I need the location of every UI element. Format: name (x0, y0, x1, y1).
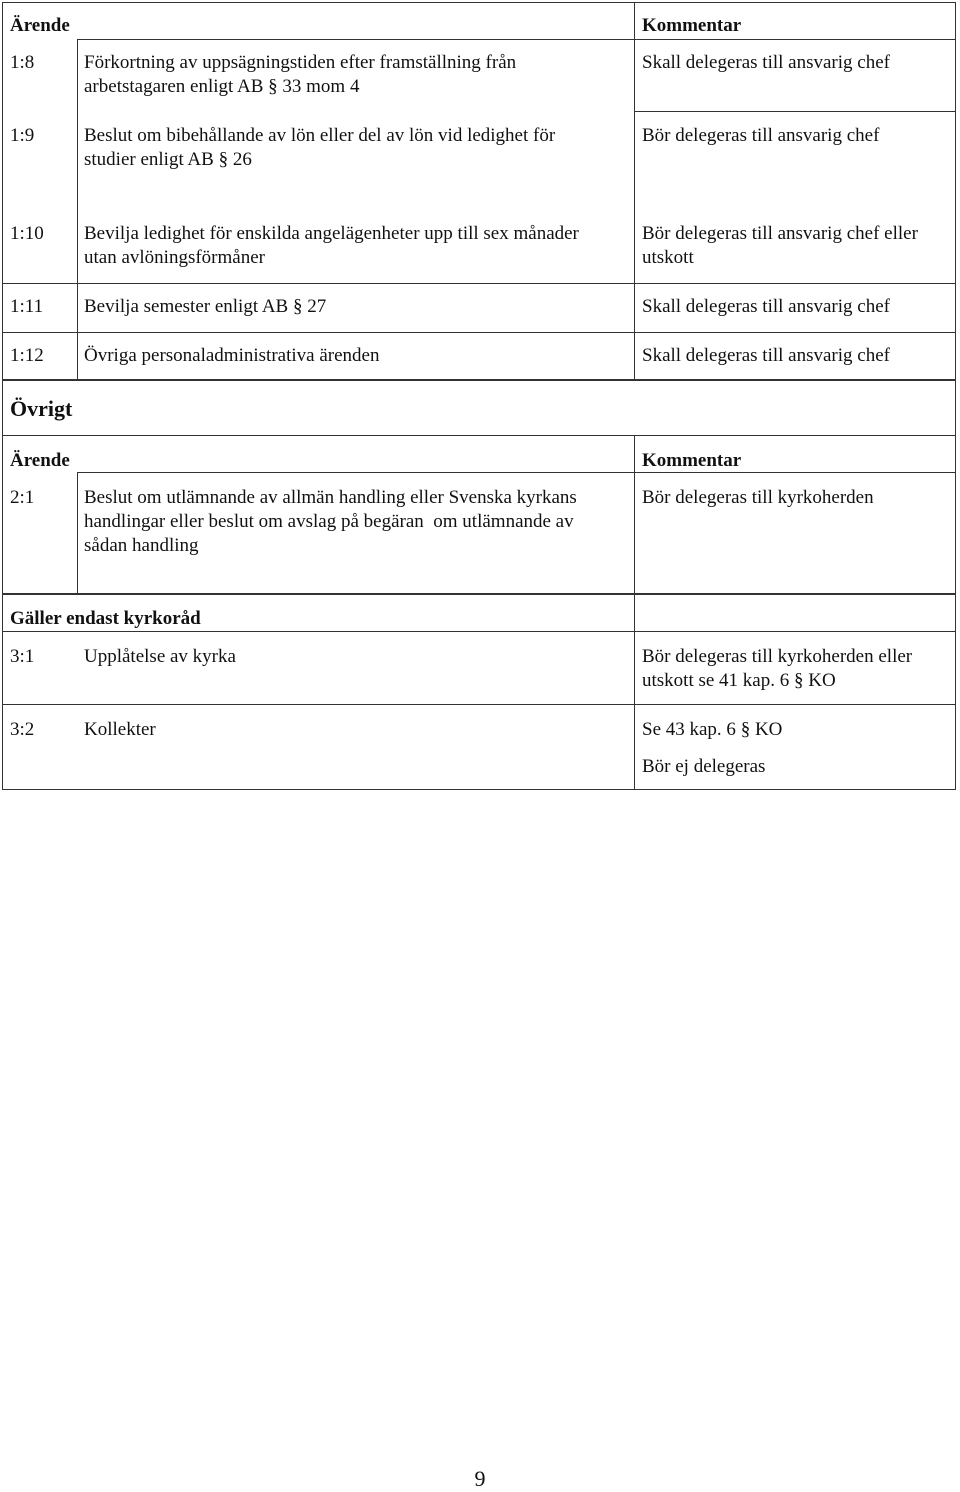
row-number: 1:12 (10, 345, 44, 366)
row-comment: Bör delegeras till ansvarig chef eller (642, 223, 918, 244)
table-2-header-arende: Ärende (10, 450, 70, 471)
row-comment: Bör delegeras till ansvarig chef (642, 125, 880, 146)
section-mark: § (218, 149, 229, 170)
table-2-nr-divider (77, 472, 78, 594)
row-text: Bevilja ledighet för enskilda angelägenheter upp till sex månader (84, 223, 579, 244)
table-2-header-kommentar: Kommentar (642, 450, 742, 471)
row-number: 1:8 (10, 52, 35, 73)
row-comment: Bör delegeras till kyrkoherden eller (642, 646, 913, 667)
section-mark: § (794, 670, 804, 691)
row-text: Upplåtelse av kyrka (84, 646, 236, 667)
row-rule (2, 704, 956, 705)
row-text: Bevilja semester enligt AB § 27 (84, 296, 327, 317)
row-number: 2:1 (10, 487, 35, 508)
table-1-header-rule (77, 39, 634, 40)
row-rule (2, 332, 956, 333)
row-text: handlingar eller beslut om avslag på begäran om utlämnande av (84, 511, 574, 532)
row-comment: Skall delegeras till ansvarig chef (642, 296, 890, 317)
table-1-header-arende: Ärende (10, 15, 70, 36)
row-number: 1:11 (10, 296, 44, 317)
row-text: Förkortning av uppsägningstiden efter framställning från (84, 52, 517, 73)
row-comment: Skall delegeras till ansvarig chef (642, 52, 890, 73)
section-mark: § (292, 296, 303, 317)
row-comment: Skall delegeras till ansvarig chef (642, 345, 890, 366)
row-text: studier enligt AB § 26 (84, 149, 252, 170)
table-3-heading: Gäller endast kyrkoråd (10, 608, 201, 629)
row-text: arbetstagaren enligt AB § 33 mom 4 (84, 76, 360, 97)
page-number: 9 (474, 1466, 486, 1491)
table-1-comment-header-rule (634, 39, 956, 40)
row-rule (2, 283, 956, 284)
row-comment: Bör delegeras till kyrkoherden (642, 487, 874, 508)
table-3-heading-rule (2, 631, 956, 632)
row-rule (634, 111, 956, 112)
section-mark: § (268, 76, 278, 97)
row-text: utan avlöningsförmåner (84, 247, 265, 268)
row-number: 1:9 (10, 125, 35, 146)
row-number: 3:1 (10, 646, 35, 667)
row-number: 1:10 (10, 223, 44, 244)
section-title-ovrigt: Övrigt (10, 396, 73, 421)
table-3-col-divider (634, 594, 635, 790)
row-text: Övriga personaladministrativa ärenden (84, 345, 380, 366)
section-mark: § (740, 719, 751, 740)
table-1-col-divider (634, 2, 635, 380)
row-text: Kollekter (84, 719, 156, 740)
row-comment: utskott se 41 kap. 6 § KO (642, 670, 836, 691)
row-text: Beslut om utlämnande av allmän handling eller Svenska kyrkans (84, 487, 577, 508)
row-text: Beslut om bibehållande av lön eller del av lön vid ledighet för (84, 125, 556, 146)
table-1-header-kommentar: Kommentar (642, 15, 742, 36)
row-comment: Se 43 kap. 6 § KO (642, 719, 783, 740)
row-comment: Bör ej delegeras (642, 756, 766, 777)
table-2-col-divider (634, 435, 635, 594)
row-text: sådan handling (84, 535, 199, 556)
row-number: 3:2 (10, 719, 35, 740)
table-1-nr-divider (77, 39, 78, 380)
table-2-top-rule (2, 435, 956, 436)
row-comment: utskott (642, 247, 694, 268)
table-2-header-rule (77, 472, 634, 473)
